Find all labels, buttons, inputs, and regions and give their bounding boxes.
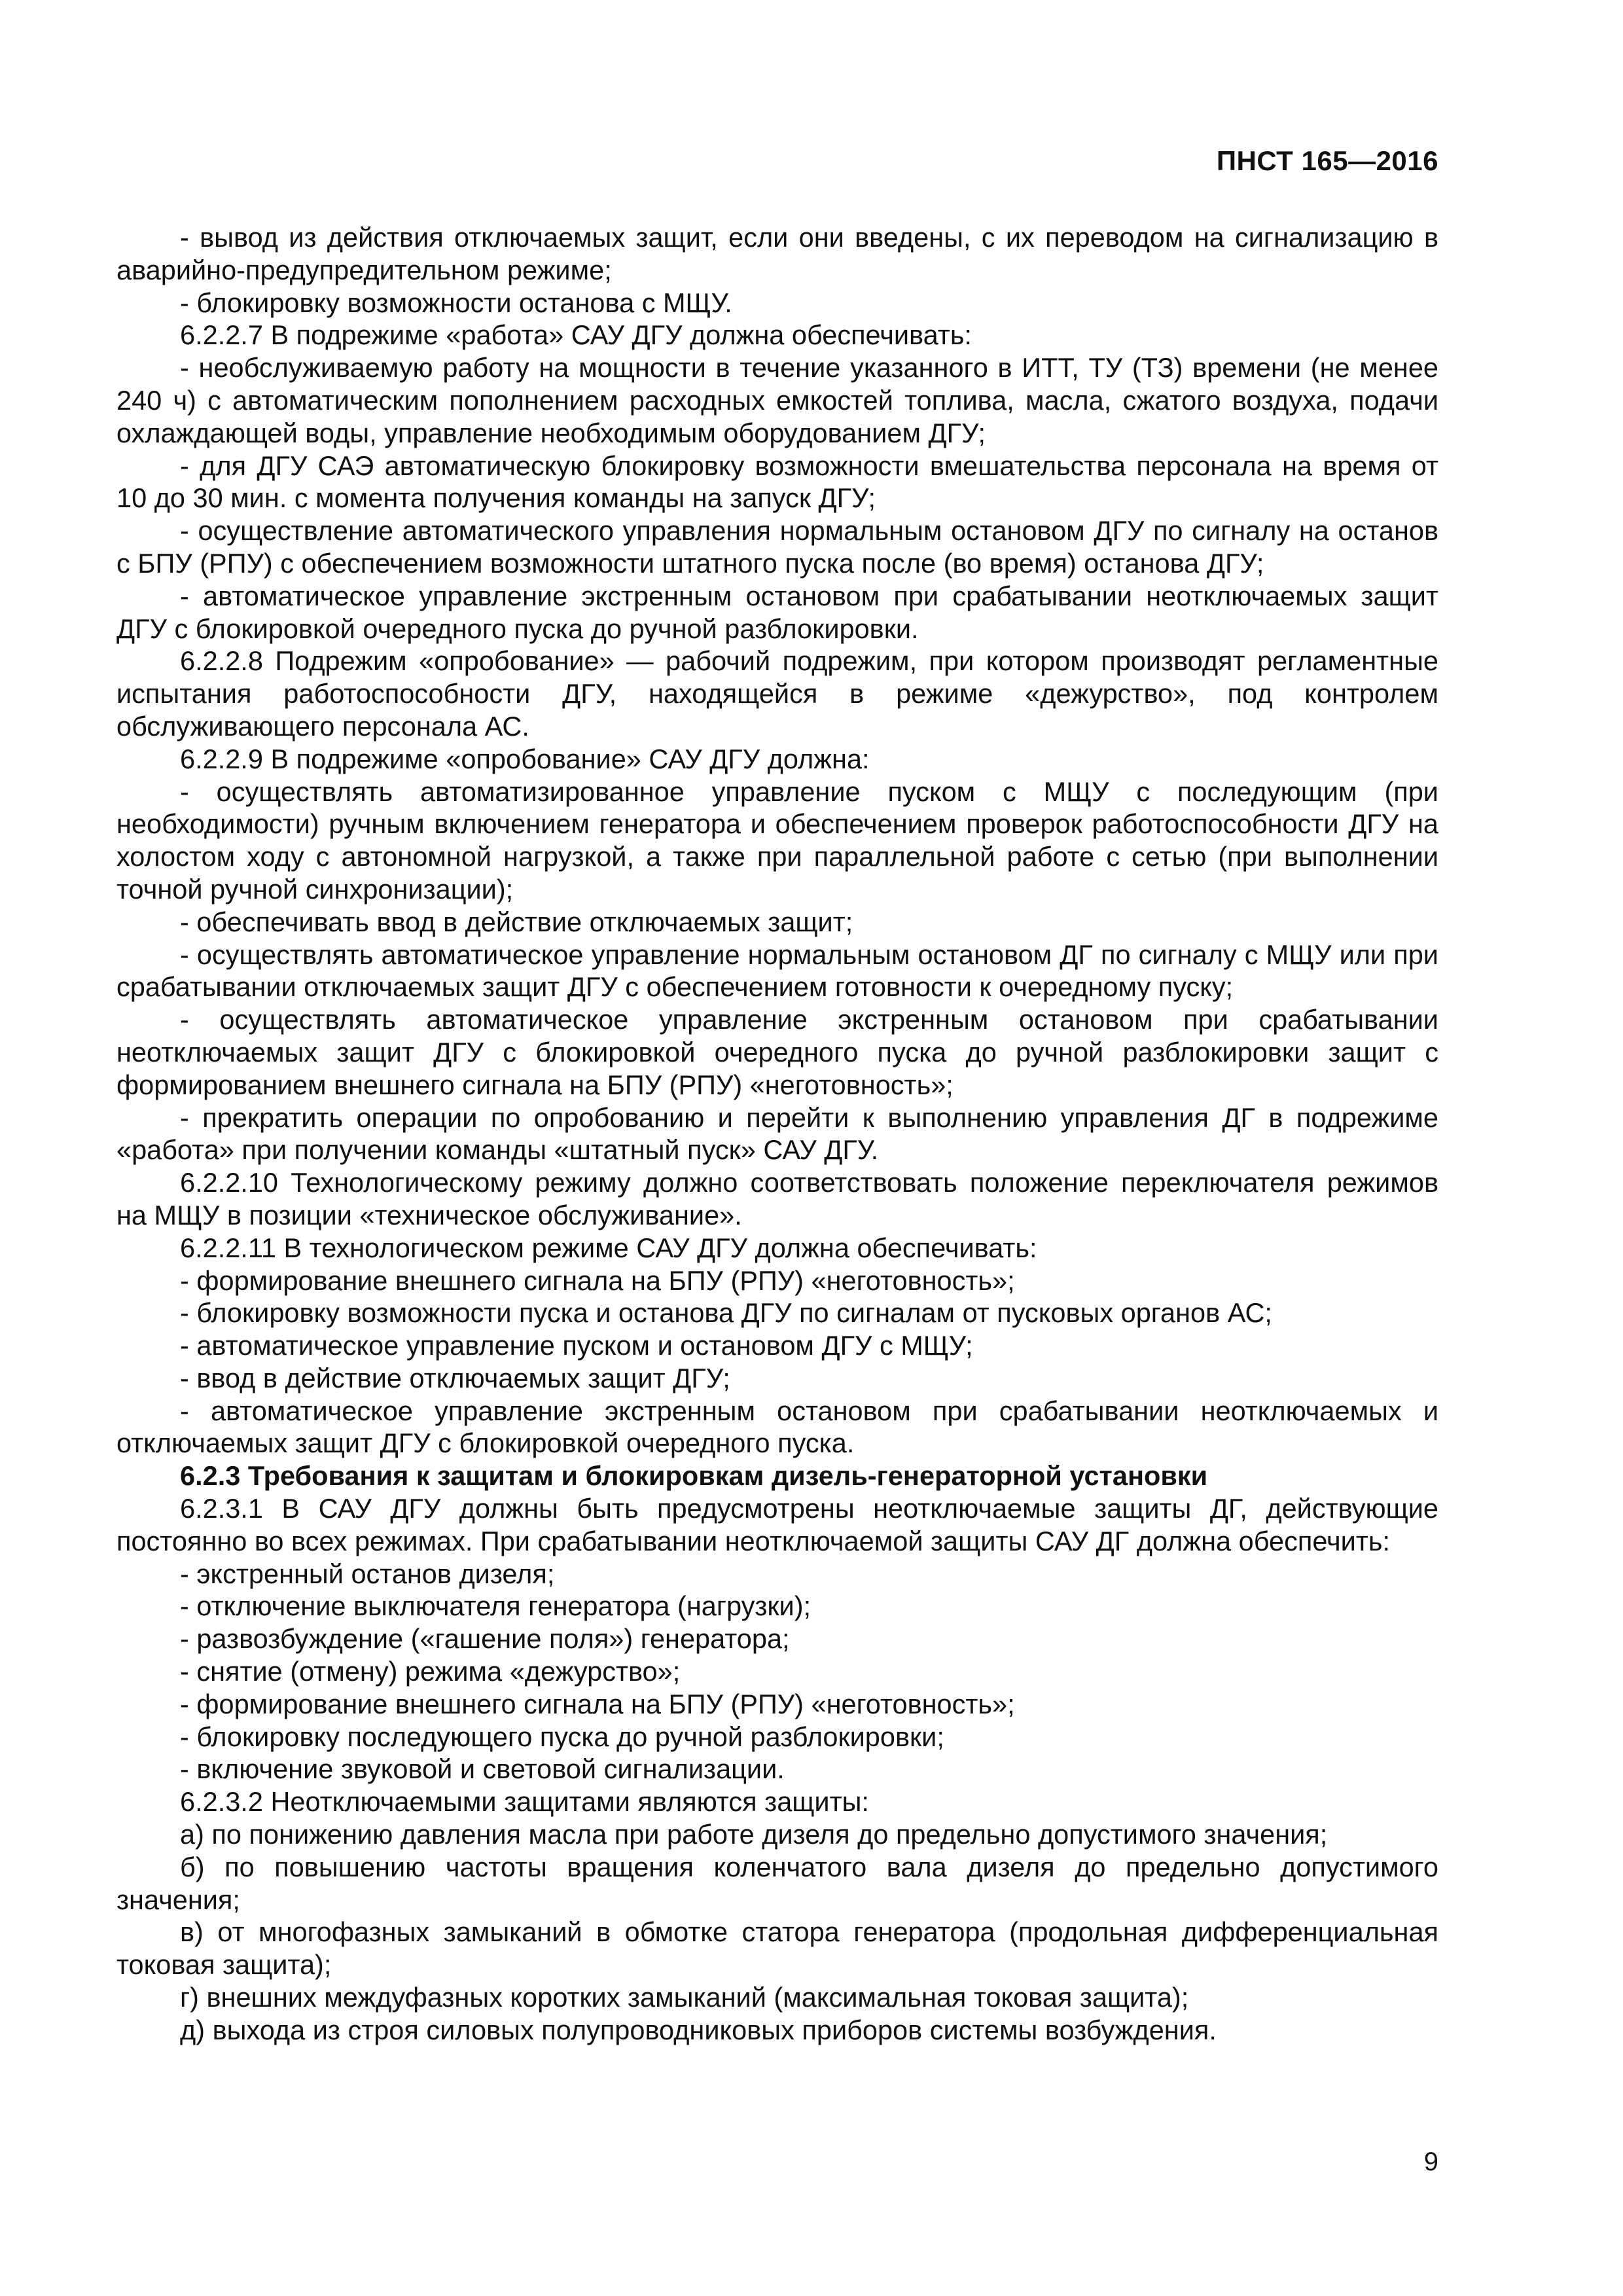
paragraph: - вывод из действия отключаемых защит, если они введены, с их переводом на сигнализацию в аварийно-предупредительном режиме; [116, 222, 1438, 285]
paragraph: г) внешних междуфазных коротких замыканий (максимальная токовая защита); [180, 1982, 1189, 2013]
paragraph: - осуществлять автоматическое управление экстренным остановом при срабатывании неотключаемых защит ДГУ с блокировкой очередного пуска до ручной разблокировки защит с формированием внешнего сигнала на БПУ (РПУ) «неготовность»; [116, 1004, 1438, 1100]
paragraph: - обеспечивать ввод в действие отключаемых защит; [180, 906, 853, 937]
paragraph: - автоматическое управление экстренным остановом при срабатывании неотключаемых и отключаемых защит ДГУ с блокировкой очередного пуска. [116, 1395, 1438, 1459]
paragraph: - формирование внешнего сигнала на БПУ (РПУ) «неготовность»; [180, 1265, 1015, 1296]
paragraph: - осуществлять автоматическое управление нормальным остановом ДГ по сигналу с МЩУ или при срабатывании отключаемых защит ДГУ с обеспечением готовности к очередному пуску; [116, 939, 1438, 1003]
paragraph: - блокировку возможности останова с МЩУ. [180, 287, 732, 318]
paragraph: - блокировку последующего пуска до ручной разблокировки; [180, 1721, 944, 1752]
paragraph: в) от многофазных замыканий в обмотке статора генератора (продольная дифференциальная токовая защита); [116, 1916, 1438, 1981]
paragraph: 6.2.2.8 Подрежим «опробование» — рабочий подрежим, при котором производят регламентные испытания работоспособности ДГУ, находящейся в режиме «дежурство», под контролем обслуживающего персонала АС. [116, 645, 1438, 742]
document-code-header: ПНСТ 165—2016 [1216, 145, 1438, 176]
paragraph: 6.2.2.11 В технологическом режиме САУ ДГУ должна обеспечивать: [180, 1232, 1037, 1263]
document-body [116, 221, 1438, 2047]
paragraph: - осуществлять автоматизированное управление пуском с МЩУ с последующим (при необходимости) ручным включением генератора и обеспечением проверок работоспособности ДГУ на холостом ходу с автономной нагрузкой, а также при параллельной работе с сетью (при выполнении точной ручной синхронизации); [116, 776, 1438, 905]
section-heading: 6.2.3 Требования к защитам и блокировкам дизель-генераторной установки [180, 1460, 1208, 1492]
paragraph: - прекратить операции по опробованию и перейти к выполнению управления ДГ в подрежиме «работа» при получении команды «штатный пуск» САУ ДГУ. [116, 1102, 1438, 1166]
paragraph: - экстренный останов дизеля; [180, 1558, 555, 1589]
paragraph: 6.2.2.9 В подрежиме «опробование» САУ ДГУ должна: [180, 743, 870, 774]
paragraph: 6.2.3.1 В САУ ДГУ должны быть предусмотрены неотключаемые защиты ДГ, действующие постоянно во всех режимах. При срабатывании неотключаемой защиты САУ ДГ должна обеспечить: [116, 1493, 1438, 1556]
paragraph: д) выхода из строя силовых полупроводниковых приборов системы возбуждения. [180, 2014, 1217, 2045]
paragraph: - блокировку возможности пуска и останова ДГУ по сигналам от пусковых органов АС; [180, 1297, 1272, 1329]
paragraph: - снятие (отмену) режима «дежурство»; [180, 1656, 681, 1687]
paragraph: - необслуживаемую работу на мощности в течение указанного в ИТТ, ТУ (ТЗ) времени (не менее 240 ч) с автоматическим пополнением расходных емкостей топлива, масла, сжатого воздуха, подачи охлаждающей воды, управление необходимым оборудованием ДГУ; [116, 352, 1438, 448]
paragraph: - ввод в действие отключаемых защит ДГУ; [180, 1362, 730, 1393]
paragraph: - отключение выключателя генератора (нагрузки); [180, 1590, 812, 1622]
paragraph: - развозбуждение («гашение поля») генератора; [180, 1623, 790, 1655]
paragraph: - включение звуковой и световой сигнализации. [180, 1753, 785, 1785]
paragraph: - осуществление автоматического управления нормальным остановом ДГУ по сигналу на останов с БПУ (РПУ) с обеспечением возможности штатного пуска после (во время) останова ДГУ; [116, 515, 1438, 579]
paragraph: - для ДГУ САЭ автоматическую блокировку возможности вмешательства персонала на время от 10 до 30 мин. с момента получения команды на запуск ДГУ; [116, 450, 1438, 514]
paragraph: а) по понижению давления масла при работе дизеля до предельно допустимого значения; [180, 1819, 1328, 1850]
paragraph: 6.2.2.7 В подрежиме «работа» САУ ДГУ должна обеспечивать: [180, 319, 972, 351]
paragraph: б) по повышению частоты вращения коленчатого вала дизеля до предельно допустимого значения; [116, 1851, 1438, 1915]
paragraph: - формирование внешнего сигнала на БПУ (РПУ) «неготовность»; [180, 1688, 1015, 1719]
paragraph: 6.2.2.10 Технологическому режиму должно соответствовать положение переключателя режимов на МЩУ в позиции «техническое обслуживание». [116, 1167, 1438, 1230]
paragraph: - автоматическое управление пуском и остановом ДГУ с МЩУ; [180, 1330, 973, 1361]
paragraph: - автоматическое управление экстренным остановом при срабатывании неотключаемых защит ДГУ с блокировкой очередного пуска до ручной разблокировки. [116, 580, 1438, 644]
paragraph: 6.2.3.2 Неотключаемыми защитами являются защиты: [180, 1786, 869, 1818]
page-number: 9 [1423, 2147, 1438, 2176]
